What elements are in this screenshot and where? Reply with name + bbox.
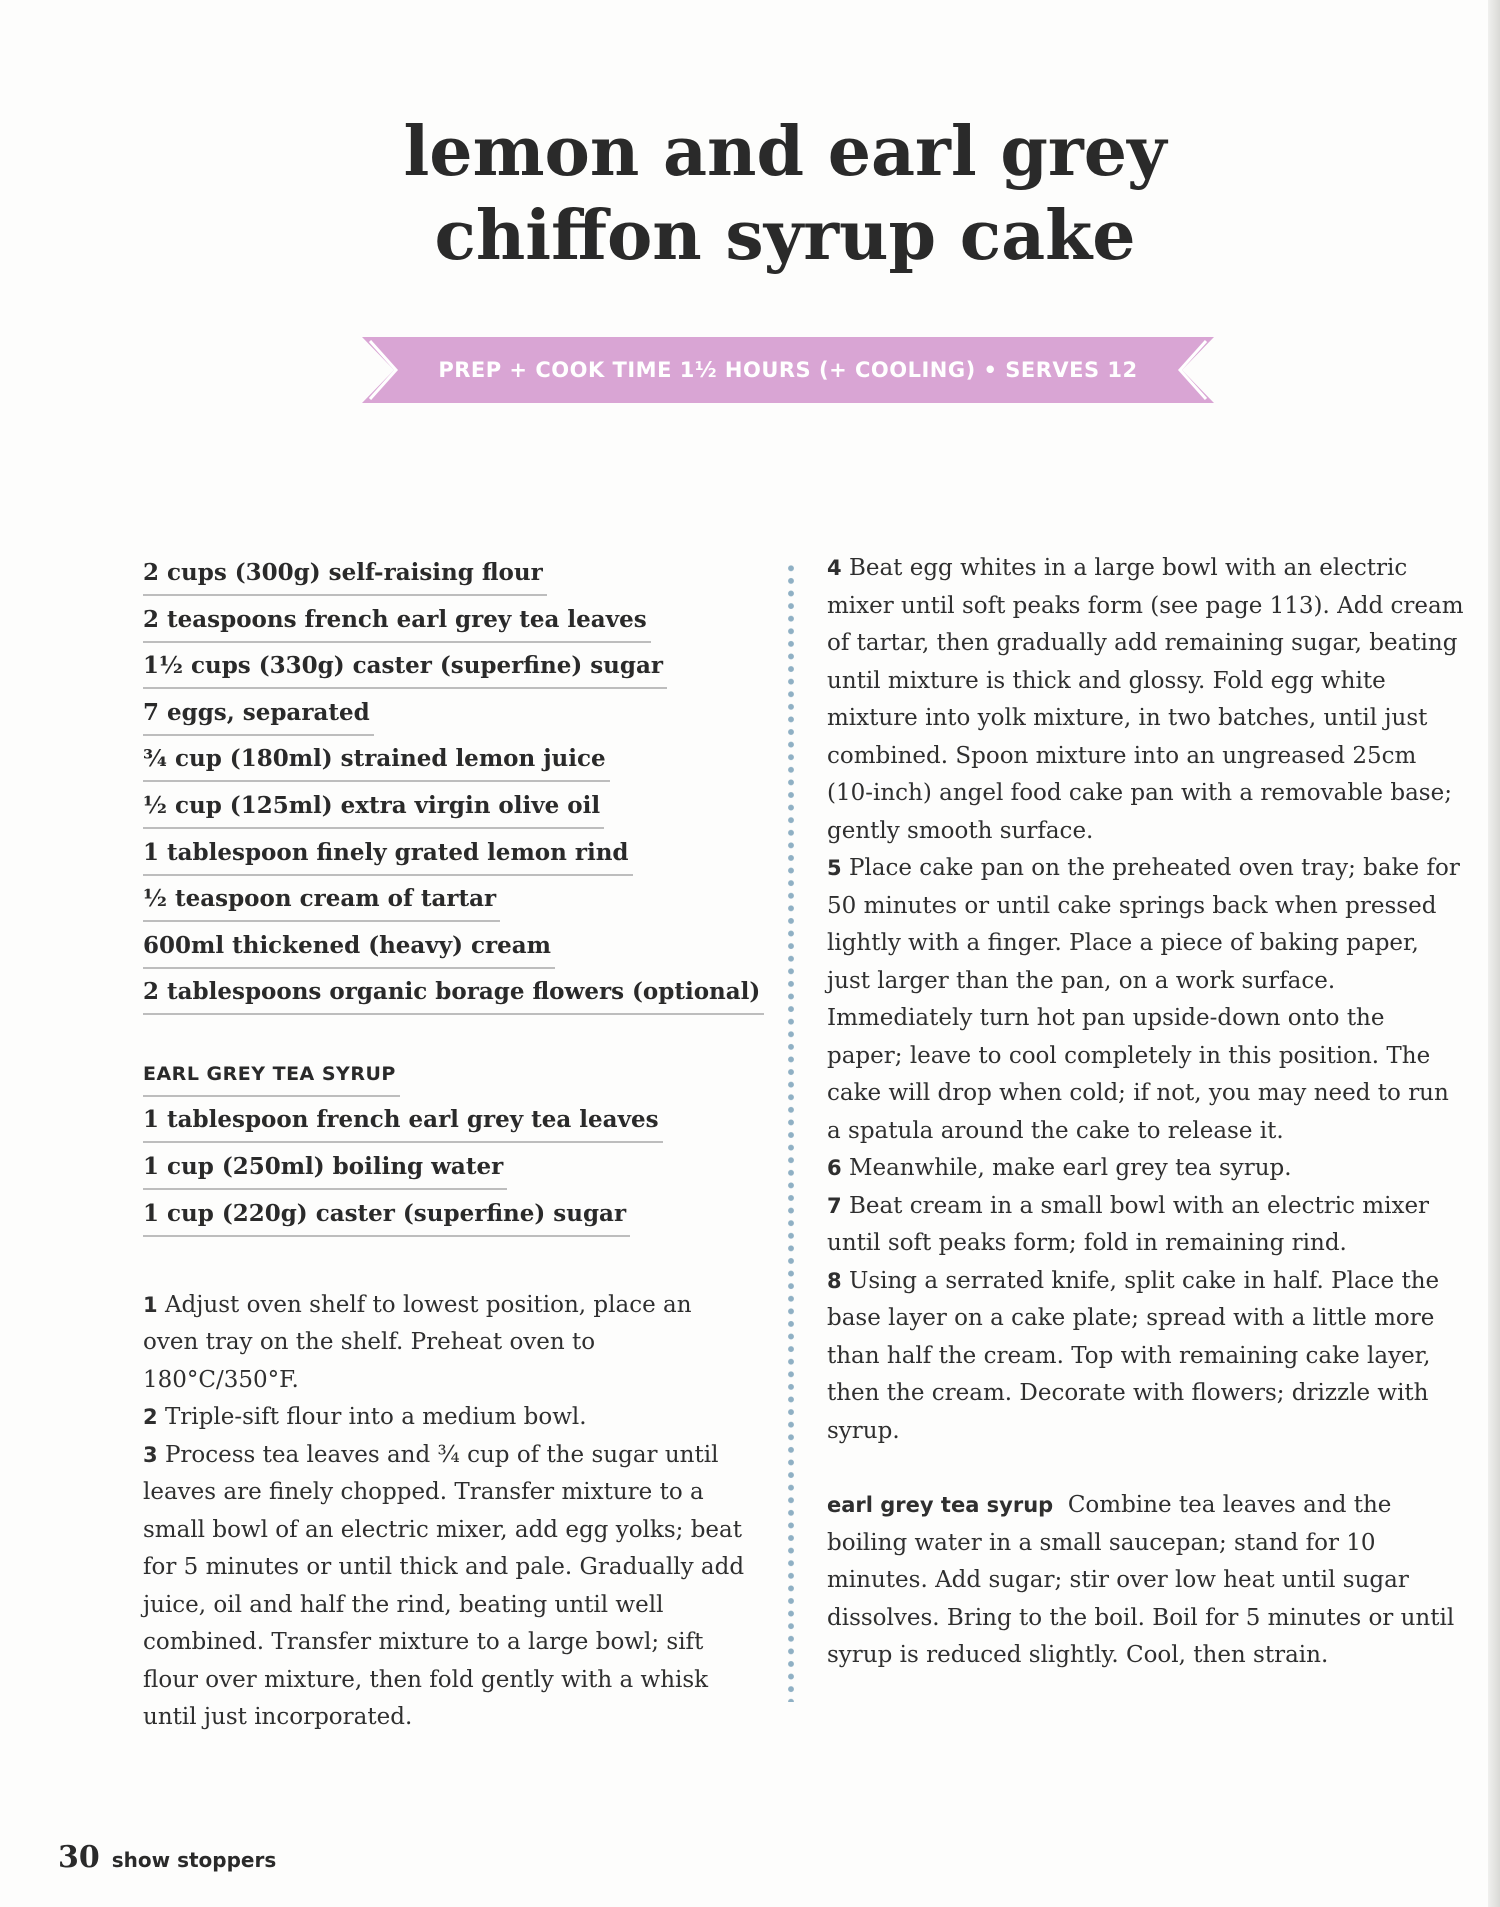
method-step <box>827 1188 1467 1263</box>
method-step <box>143 1437 753 1737</box>
step-number: 7 <box>827 1193 842 1218</box>
method-step <box>143 1399 753 1437</box>
step-number: 4 <box>827 556 842 580</box>
page-edge <box>1488 0 1500 1907</box>
method-step <box>827 850 1467 1150</box>
step-text: Adjust oven shelf to lowest position, place an oven tray on the shelf. Preheat oven to 180°C/350°F. <box>143 1291 692 1393</box>
page-footer <box>58 1840 276 1875</box>
title-line-2: chiffon syrup cake <box>434 196 1136 276</box>
method-step <box>143 1287 753 1400</box>
left-column <box>143 552 761 1737</box>
prep-time-text: PREP + COOK TIME 1½ HOURS (+ COOLING) • SERVES 12 <box>438 358 1138 382</box>
page-number: 30 <box>58 1840 100 1875</box>
ingredient-list <box>143 552 761 1015</box>
step-number: 8 <box>827 1268 842 1293</box>
prep-time-banner <box>362 337 1214 403</box>
ingredient-item: ¾ cup (180ml) strained lemon juice <box>143 738 610 782</box>
step-text: Using a serrated knife, split cake in half. Place the base layer on a cake plate; spread with a little more than half the cream. Top with remaining cake layer, then the cream. Decorate with flowers; drizzle with syrup. <box>827 1267 1440 1444</box>
section-name: show stoppers <box>111 1848 277 1872</box>
syrup-ingredient-item: 1 tablespoon french earl grey tea leaves <box>143 1099 663 1143</box>
syrup-ingredients-heading: EARL GREY TEA SYRUP <box>143 1053 400 1097</box>
step-text: Beat cream in a small bowl with an electric mixer until soft peaks form; fold in remaining rind. <box>827 1192 1430 1256</box>
step-number: 3 <box>143 1442 158 1467</box>
method-step <box>827 550 1467 850</box>
syrup-method-lead: earl grey tea syrup <box>827 1493 1054 1517</box>
step-number: 6 <box>827 1156 842 1180</box>
syrup-method-text: Combine tea leaves and the boiling water in a small saucepan; stand for 10 minutes. Add sugar; stir over low heat until sugar dissolves. Bring to the boil. Boil for 5 minutes or until syrup is reduced slightly. Cool, then strain. <box>827 1492 1455 1668</box>
step-number: 1 <box>143 1292 158 1317</box>
right-column <box>827 550 1467 1675</box>
ingredient-item: 1 tablespoon finely grated lemon rind <box>143 832 633 876</box>
column-divider-dots <box>784 562 798 1702</box>
syrup-method <box>827 1487 1467 1675</box>
step-text: Beat egg whites in a large bowl with an electric mixer until soft peaks form (see page 113). Add cream of tartar, then gradually add remaining sugar, beating until mixture is thick and glossy. Fold egg white mixture into yolk mixture, in two batches, until just combined. Spoon mixture into an ungreased 25cm (10-inch) angel food cake pan with a removable base; gently smooth surface. <box>827 555 1464 844</box>
syrup-ingredient-item: 1 cup (220g) caster (superfine) sugar <box>143 1193 630 1237</box>
title-line-1: lemon and earl grey <box>403 112 1167 192</box>
method-steps-left <box>143 1287 753 1737</box>
ingredient-item: 7 eggs, separated <box>143 692 374 736</box>
step-number: 2 <box>143 1405 158 1430</box>
syrup-ingredient-item: 1 cup (250ml) boiling water <box>143 1146 507 1190</box>
step-text: Meanwhile, make earl grey tea syrup. <box>848 1155 1292 1181</box>
ingredient-item: ½ teaspoon cream of tartar <box>143 878 500 922</box>
method-step <box>827 1150 1467 1188</box>
method-step <box>827 1263 1467 1451</box>
ingredient-item: 600ml thickened (heavy) cream <box>143 925 555 969</box>
step-text: Process tea leaves and ¾ cup of the sugar until leaves are finely chopped. Transfer mixture to a small bowl of an electric mixer, add egg yolks; beat for 5 minutes or until thick and pale. Gradually add juice, oil and half the rind, beating until well combined. Transfer mixture to a large bowl; sift flour over mixture, then fold gently with a whisk until just incorporated. <box>143 1441 745 1731</box>
ingredient-item: 2 cups (300g) self-raising flour <box>143 552 547 596</box>
ingredient-item: 1½ cups (330g) caster (superfine) sugar <box>143 645 667 689</box>
ingredient-item: ½ cup (125ml) extra virgin olive oil <box>143 785 604 829</box>
ingredient-item: 2 tablespoons organic borage flowers (optional) <box>143 971 764 1015</box>
recipe-title <box>0 110 1500 278</box>
syrup-ingredient-list <box>143 1099 753 1236</box>
ingredient-item: 2 teaspoons french earl grey tea leaves <box>143 599 651 643</box>
step-text: Place cake pan on the preheated oven tray; bake for 50 minutes or until cake springs back when pressed lightly with a finger. Place a piece of baking paper, just larger than the pan, on a work surface. Immediately turn hot pan upside-down onto the paper; leave to cool completely in this position. The cake will drop when cold; if not, you may need to run a spatula around the cake to release it. <box>827 855 1460 1144</box>
step-number: 5 <box>827 856 842 880</box>
step-text: Triple-sift flour into a medium bowl. <box>164 1404 587 1431</box>
